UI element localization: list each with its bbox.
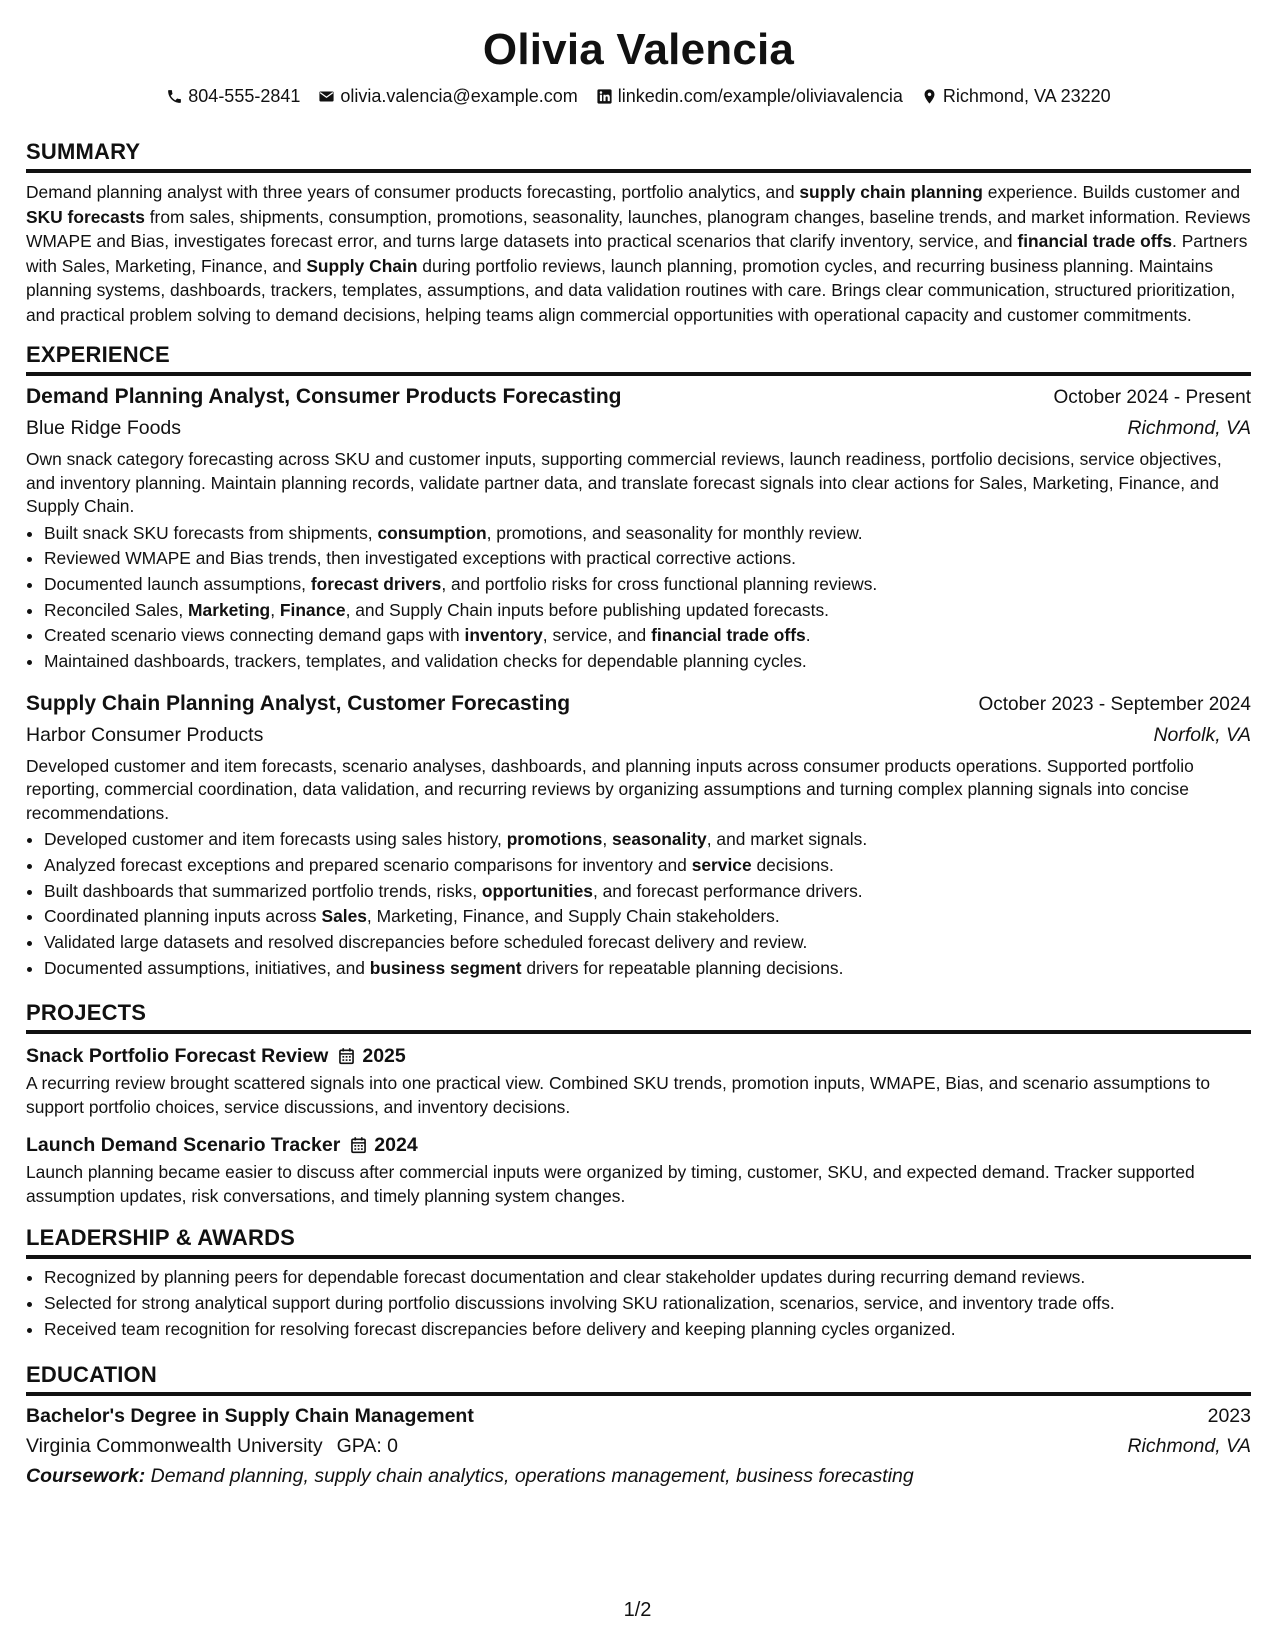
section-title-experience: EXPERIENCE [26,341,1251,376]
bullet-segment: , [270,599,280,620]
project-entry [26,1131,1251,1208]
job-bullet [44,598,1251,624]
project-description: Launch planning became easier to discuss after commercial inputs were organized by timing, customer, SKU, and expected demand. Tracker supported assumption updates, risk conversations, and timely planning system changes. [26,1162,1195,1207]
bold-keyword: financial trade offs [651,625,806,646]
job-title: Supply Chain Planning Analyst, Customer Forecasting [26,691,571,715]
bold-keyword: promotions [506,829,603,850]
section-title-projects: PROJECTS [26,999,1251,1034]
job-bullet [44,623,1251,649]
bullet-segment: Reviewed WMAPE and Bias trends, then investigated exceptions with practical corrective actions. [44,548,797,569]
page-number: 1/2 [623,1599,652,1621]
job-entry [26,382,1251,675]
contact-phone [166,84,300,108]
school-name: Virginia Commonwealth University [26,1434,323,1457]
job-bullet [44,546,1251,572]
bold-keyword: service [691,854,752,875]
job-bullet [44,904,1251,930]
experience-section [26,341,1251,981]
email-text[interactable]: olivia.valencia@example.com [340,86,578,106]
gpa: GPA: 0 [336,1434,399,1457]
school-location: Richmond, VA [1127,1434,1251,1457]
summary-text [26,180,1251,327]
summary-segment: from sales, shipments, consumption, promotions, seasonality, launches, planogram changes, baseline trends, and market information. Reviews WMAPE and Bias, investigates forecast error, and turns large datasets into practical scenarios that clarify inventory, service, and [26,206,1251,251]
bullet-segment: , [602,829,612,850]
envelope-icon [318,88,335,105]
bullet-segment: Created scenario views connecting demand gaps with [44,625,465,646]
job-location: Richmond, VA [1127,417,1251,439]
bullet-segment: Developed customer and item forecasts using sales history, [44,829,507,850]
bold-keyword: consumption [377,522,487,543]
map-pin-icon [921,88,938,105]
bullet-segment: , promotions, and seasonality for monthly review. [486,522,863,543]
job-bullet [44,930,1251,956]
bold-keyword: SKU forecasts [26,206,145,227]
bullet-segment: Reconciled Sales, [44,599,189,620]
bold-keyword: forecast drivers [310,573,442,594]
coursework [26,1461,1251,1491]
coursework-label: Coursework: [26,1464,146,1487]
job-bullet-list [26,827,1251,981]
job-entry [26,689,1251,982]
job-company: Blue Ridge Foods [26,417,182,439]
candidate-name: Olivia Valencia [482,25,795,74]
section-title-leadership: LEADERSHIP & AWARDS [26,1224,1251,1259]
summary-segment: during portfolio reviews, launch planning, promotion cycles, and recurring business planning. Maintains planning systems, dashboards, trackers, templates, assumptions, and data validation routines with care. Brings clear communication, structured prioritization, and practical problem solving to demand decisions, helping teams align commercial opportunities with operational capacity and customer commitments. [26,255,1236,325]
bold-keyword: financial trade offs [1017,231,1173,251]
education-section [26,1361,1251,1491]
section-title-summary: SUMMARY [26,138,1251,173]
job-bullet [44,956,1251,982]
leadership-bullet-list [26,1265,1251,1342]
bullet-segment: Built dashboards that summarized portfolio trends, risks, [44,880,482,901]
bullet-segment: , and forecast performance drivers. [592,880,863,901]
bullet-segment: Documented launch assumptions, [44,573,311,594]
bold-keyword: seasonality [612,829,707,850]
bold-keyword: inventory [464,625,543,646]
bold-keyword: Marketing [188,599,271,620]
project-year: 2024 [374,1133,418,1156]
project-year: 2025 [362,1044,406,1067]
job-bullet-list [26,521,1251,675]
linkedin-icon [596,88,613,105]
summary-segment: Demand planning analyst with three years of consumer products forecasting, portfolio analytics, and [26,182,800,202]
summary-section [26,138,1251,327]
resume-page [26,0,1251,1650]
job-bullet [44,572,1251,598]
graduation-year: 2023 [1207,1404,1251,1427]
bullet-segment: , and market signals. [706,829,868,850]
bullet-segment: Maintained dashboards, trackers, templates, and validation checks for dependable planning cycles. [44,651,807,672]
leadership-bullet: • Selected for strong analytical support during portfolio discussions involving SKU rationalization, scenarios, service, and inventory trade offs. [44,1291,1251,1317]
project-entry [26,1042,1251,1119]
job-dates: October 2023 - September 2024 [978,693,1251,715]
bold-keyword: Supply Chain [306,255,418,276]
job-description: Own snack category forecasting across SKU and customer inputs, supporting commercial reviews, launch readiness, portfolio decisions, service objectives, and inventory planning. Maintain planning records, validate partner data, and translate forecast signals into clear actions for Sales, Marketing, Finance, and Supply Chain. [26,449,1222,516]
contact-linkedin[interactable] [596,84,903,108]
summary-segment: . Partners with Sales, Marketing, Finance, and [26,231,1248,276]
bullet-segment: , Marketing, Finance, and Supply Chain stakeholders. [366,906,780,927]
linkedin-text[interactable]: linkedin.com/example/oliviavalencia [617,86,903,106]
job-title: Demand Planning Analyst, Consumer Products Forecasting [26,385,622,408]
bullet-segment: . [805,625,811,646]
projects-section [26,999,1251,1208]
bold-keyword: supply chain planning [799,182,983,202]
job-bullet [44,521,1251,547]
bold-keyword: opportunities [481,880,593,901]
bullet-segment: Built snack SKU forecasts from shipments, [44,522,378,543]
job-location: Norfolk, VA [1153,723,1251,746]
phone-icon [166,88,183,105]
summary-segment: experience. Builds customer and [982,182,1241,202]
job-bullet [44,649,1251,675]
bullet-segment: , and portfolio risks for cross functional planning reviews. [441,573,878,594]
coursework-text: Demand planning, supply chain analytics, operations management, business forecasting [150,1464,914,1487]
leadership-section [26,1224,1251,1342]
job-bullet [44,827,1251,853]
bullet-segment: decisions. [751,854,834,875]
bullet-segment: , and Supply Chain inputs before publishing updated forecasts. [345,599,829,620]
bullet-segment: Analyzed forecast exceptions and prepared scenario comparisons for inventory and [44,854,692,875]
leadership-bullet: • Received team recognition for resolving forecast discrepancies before delivery and keeping planning cycles organized. [44,1317,1251,1343]
job-bullet [44,853,1251,879]
location-text: Richmond, VA 23220 [942,86,1111,106]
section-title-education: EDUCATION [26,1361,1251,1396]
bullet-segment: Validated large datasets and resolved discrepancies before scheduled forecast delivery and review. [44,932,808,953]
phone-text: 804-555-2841 [188,86,301,106]
contact-bar [26,84,1251,108]
calendar-icon [350,1136,367,1154]
bullet-segment: Documented assumptions, initiatives, and [44,957,370,978]
contact-location [921,84,1111,108]
leadership-bullet: • Recognized by planning peers for dependable forecast documentation and clear stakeholder updates during recurring demand reviews. [44,1265,1251,1291]
job-dates: October 2024 - Present [1053,387,1251,408]
calendar-icon [338,1047,355,1065]
bullet-segment: drivers for repeatable planning decisions. [521,957,844,978]
bold-keyword: Finance [279,599,346,620]
bullet-segment: Coordinated planning inputs across [44,906,322,927]
bullet-segment: , service, and [542,625,652,646]
job-description: Developed customer and item forecasts, scenario analyses, dashboards, and planning inputs across consumer products operations. Supported portfolio reporting, commercial coordination, data validation, and recurring reviews by organizing assumptions and turning complex planning signals into concise recommendations. [26,755,1194,823]
contact-email[interactable] [318,84,577,108]
job-company: Harbor Consumer Products [26,723,264,746]
project-title: Launch Demand Scenario Tracker [26,1134,341,1157]
bold-keyword: business segment [369,957,522,978]
project-title: Snack Portfolio Forecast Review [26,1045,329,1068]
job-bullet [44,879,1251,905]
bold-keyword: Sales [321,906,367,927]
project-description: A recurring review brought scattered signals into one practical view. Combined SKU trends, promotion inputs, WMAPE, Bias, and scenario assumptions to support portfolio choices, service discussions, and inventory decisions. [26,1073,1211,1118]
degree-title: Bachelor's Degree in Supply Chain Management [26,1404,474,1427]
